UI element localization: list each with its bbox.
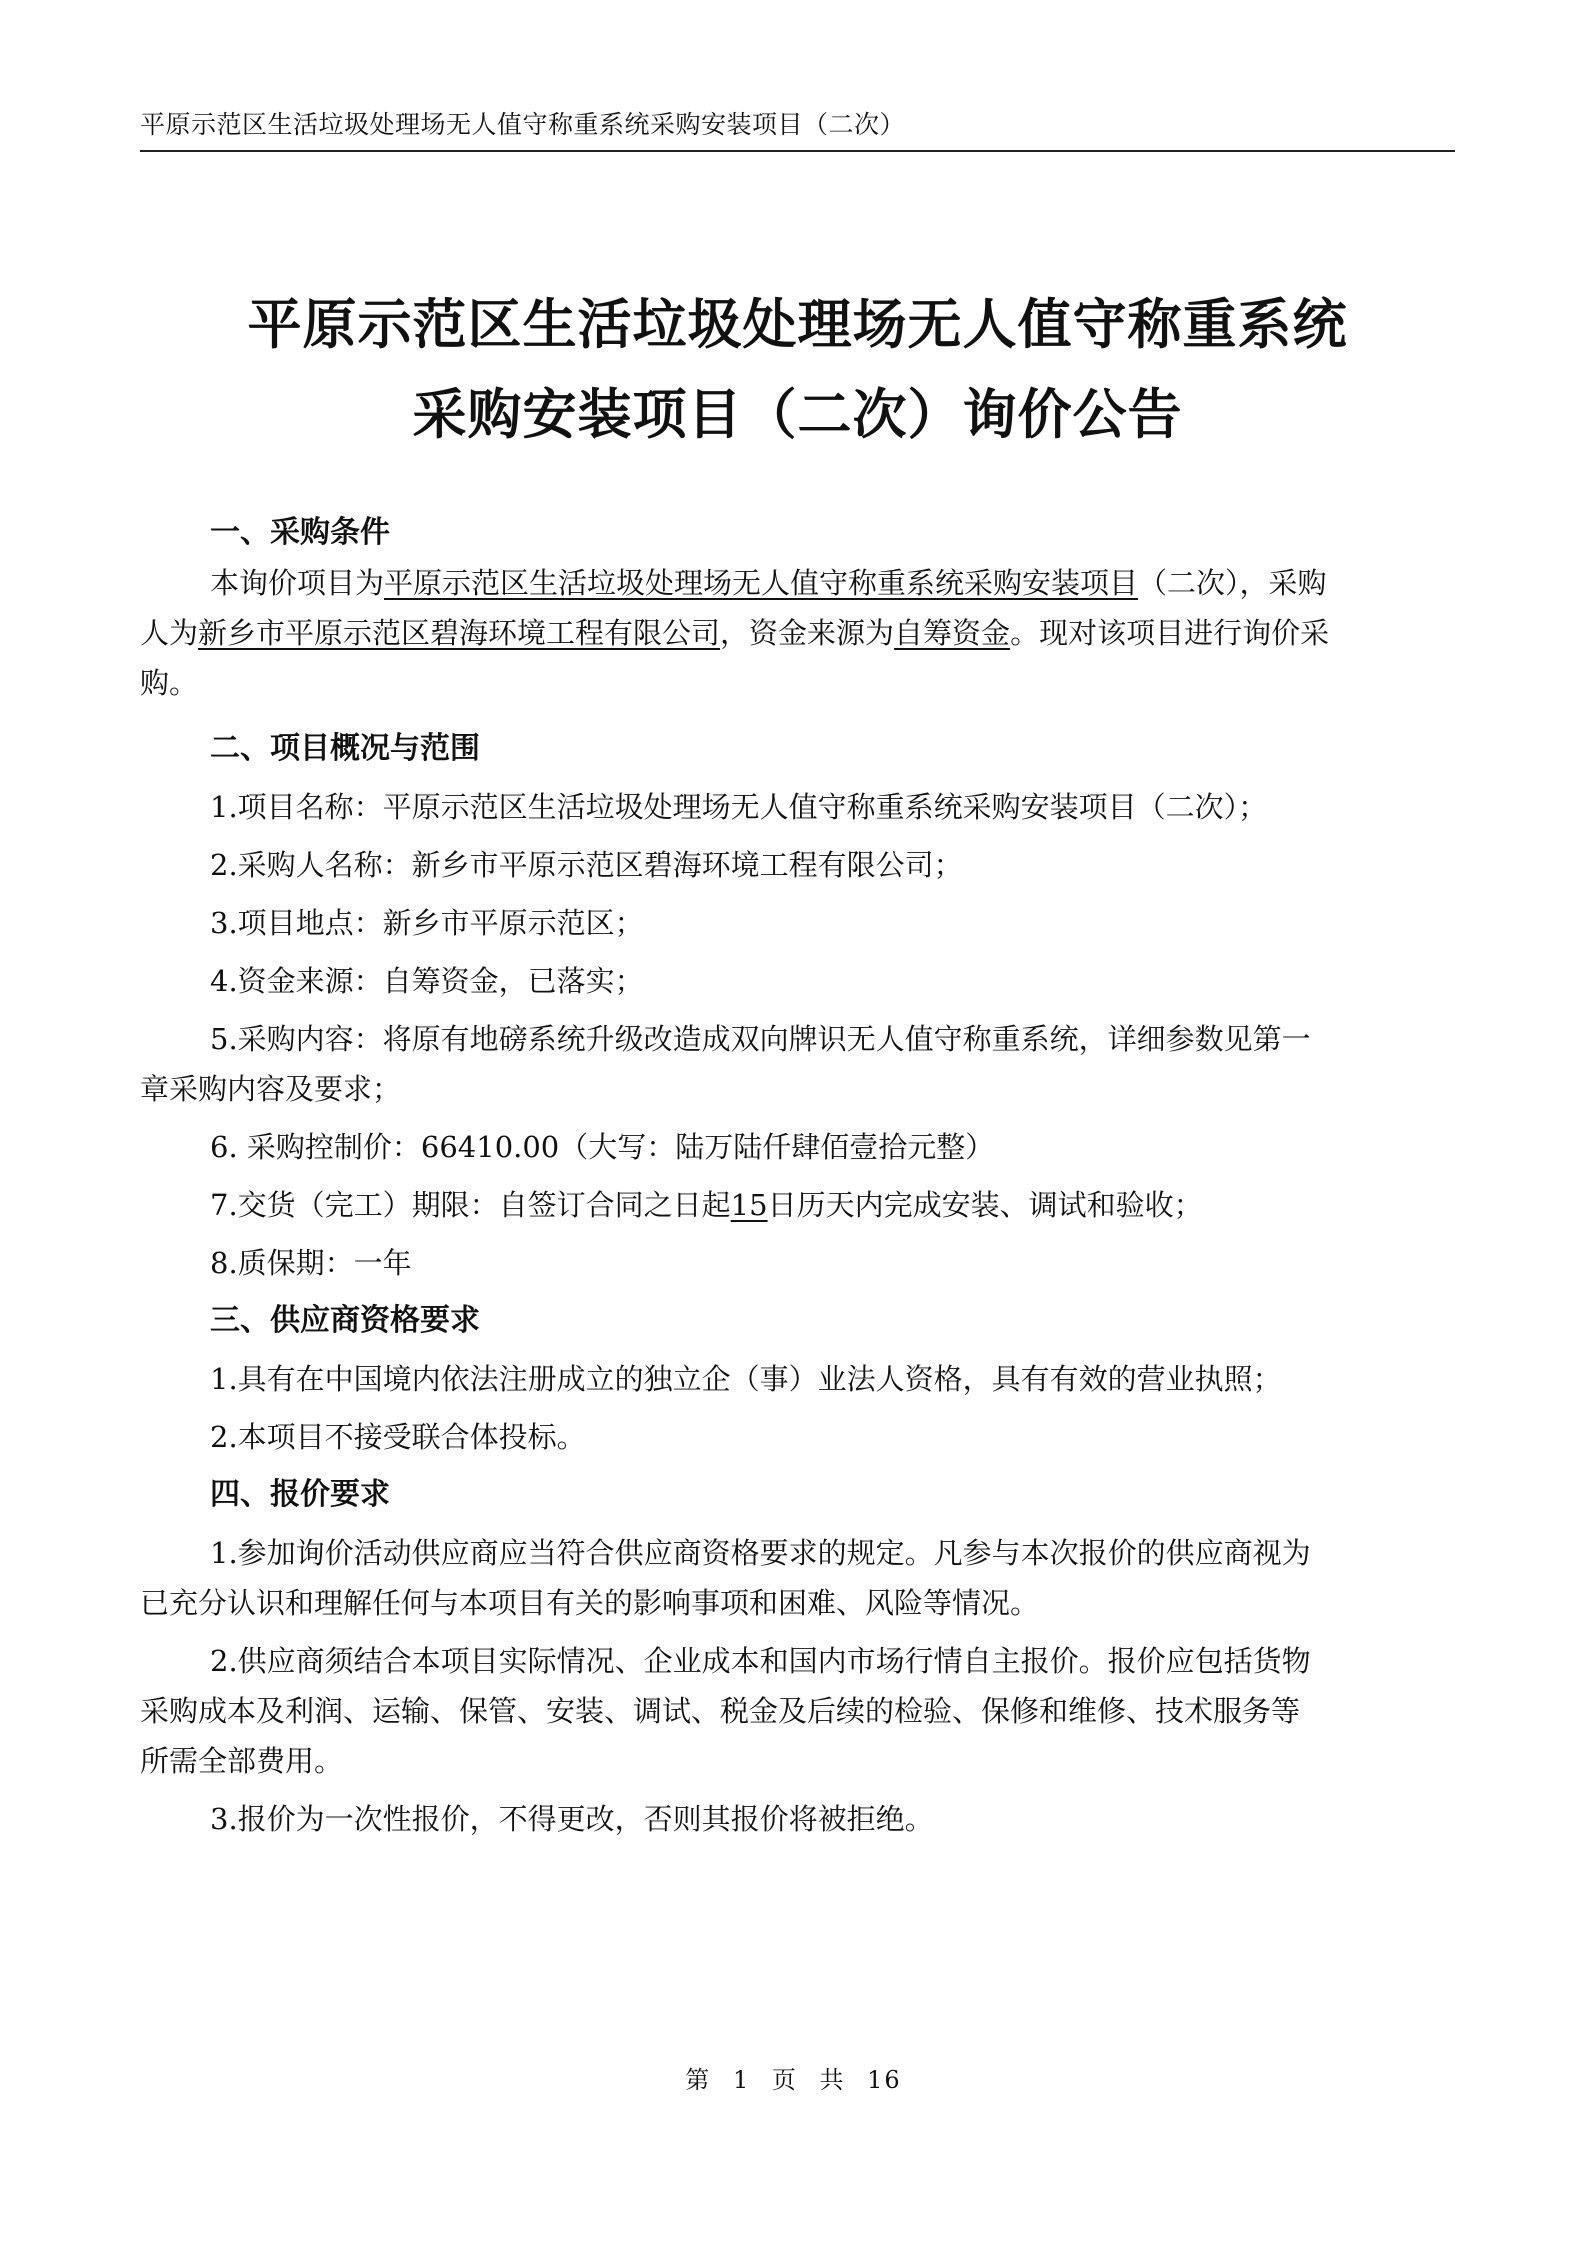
document-body [140,508,1455,1844]
delivery-days-underlined: 15 [730,1188,768,1222]
text-span: 7.交货（完工）期限：自签订合同之日起 [210,1188,731,1222]
list-item: 1.项目名称：平原示范区生活垃圾处理场无人值守称重系统采购安装项目（二次）； [210,790,1268,824]
list-item: 4.资金来源：自筹资金，已落实； [210,964,644,998]
list-item: 5.采购内容：将原有地磅系统升级改造成双向牌识无人值守称重系统，详细参数见第一 [210,1022,1311,1056]
paragraph-line: 购。 [140,666,199,700]
list-item: 8.质保期：一年 [210,1246,412,1280]
page-total-number: 16 [867,2066,902,2094]
text-span: ，资金来源为 [720,616,895,650]
document-title [140,280,1455,460]
page-footer [0,2060,1587,2095]
buyer-name-underlined: 新乡市平原示范区碧海环境工程有限公司 [198,616,721,650]
title-line-2: 采购安装项目（二次）询价公告 [412,383,1183,446]
section-heading-procurement-conditions: 一、采购条件 [210,515,390,550]
project-name-underlined: 平原示范区生活垃圾处理场无人值守称重系统采购安装项目 [384,566,1139,600]
header-text: 平原示范区生活垃圾处理场无人值守称重系统采购安装项目（二次） [140,110,906,139]
page-label: 共 [819,2066,846,2094]
text-span: 。现对该项目进行询价采 [1010,616,1330,650]
title-line-1: 平原示范区生活垃圾处理场无人值守称重系统 [247,293,1348,356]
list-item-continuation: 章采购内容及要求； [140,1072,402,1106]
paragraph-line [140,608,1455,658]
list-item: 3.项目地点：新乡市平原示范区； [210,906,644,940]
list-item: 2.本项目不接受联合体投标。 [210,1420,586,1454]
list-item-continuation: 采购成本及利润、运输、保管、安装、调试、税金及后续的检验、保修和维修、技术服务等 [140,1694,1301,1728]
list-item-continuation: 所需全部费用。 [140,1744,344,1778]
page-current-number: 1 [732,2066,751,2094]
section-heading-project-overview: 二、项目概况与范围 [210,731,480,766]
fund-source-underlined: 自筹资金 [894,616,1011,650]
page-label: 页 [771,2066,798,2094]
page-header [140,108,1455,152]
list-item: 2.采购人名称：新乡市平原示范区碧海环境工程有限公司； [210,848,963,882]
list-item: 6. 采购控制价：66410.00（大写：陆万陆仟肆佰壹拾元整） [210,1130,995,1164]
text-span: 人为 [140,616,199,650]
text-span: 日历天内完成安装、调试和验收； [767,1188,1203,1222]
list-item: 1.参加询价活动供应商应当符合供应商资格要求的规定。凡参与本次报价的供应商视为 [210,1536,1311,1570]
list-item: 2.供应商须结合本项目实际情况、企业成本和国内市场行情自主报价。报价应包括货物 [210,1644,1311,1678]
section-heading-quotation-requirements: 四、报价要求 [210,1477,390,1512]
paragraph-line [210,558,1455,608]
section-heading-supplier-qualification: 三、供应商资格要求 [210,1303,480,1338]
page-label: 第 [685,2066,712,2094]
text-span: （二次），采购 [1138,566,1327,600]
text-span: 本询价项目为 [210,566,385,600]
list-item: 1.具有在中国境内依法注册成立的独立企（事）业法人资格，具有有效的营业执照； [210,1362,1282,1396]
list-item-continuation: 已充分认识和理解任何与本项目有关的影响事项和困难、风险等情况。 [140,1586,1040,1620]
list-item: 3.报价为一次性报价，不得更改，否则其报价将被拒绝。 [210,1802,934,1836]
list-item [210,1180,1455,1230]
